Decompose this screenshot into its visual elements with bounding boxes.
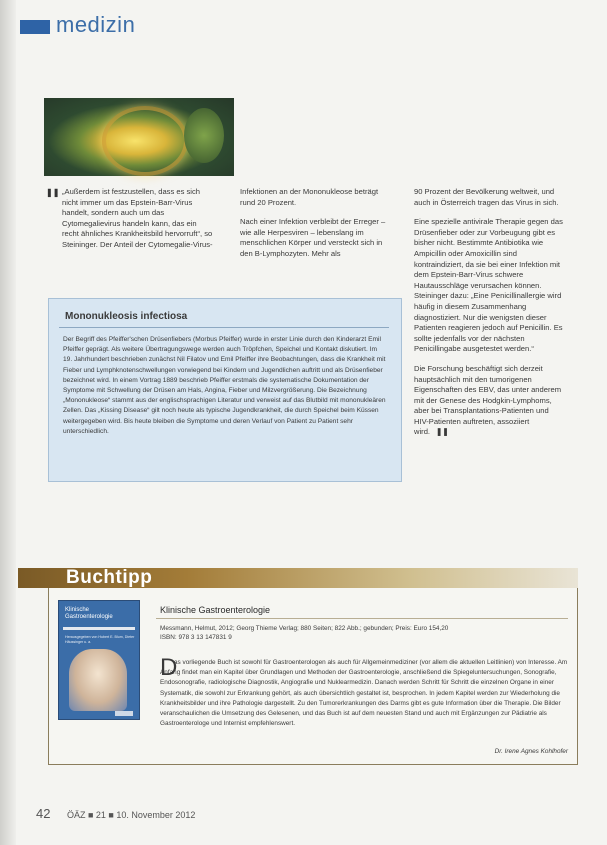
page-number: 42 xyxy=(36,806,51,821)
page-footer xyxy=(36,806,195,821)
article-end-marker: ❚❚ xyxy=(436,427,449,437)
info-box-body: Der Begriff des Pfeiffer'schen Drüsenfiebers (Morbus Pfeiffer) wurde in erster Linie durch den Kinderarzt Emil Pfeiffer geprägt. Als weitere Übertragungswege werden auch Tröpfchen, Speichel und Kontakt diskutiert. Im 19. Jahrhundert beschrieben zunächst Nil Filatov und Emil Pfeiffer ihre Beobachtungen, dass die Krankheit mit Fieber und Lymphknotenschwellungen vorwiegend bei Kindern und Jugendlichen auftritt und als Drüsenfieber bezeichnet wird. In einem Vortrag 1889 beschrieb Pfeiffer erstmals die systematische Dokumentation der Symptome mit Schwellung der Drüsen am Hals, Angina, Fieber und Milzvergrößerung. Die Bezeichnung „Mononukleose“ stammt aus der englischsprachigen Literatur und verweist auf das Blutbild mit mononukleären Zellen. Das „Kissing Disease“ gilt noch heute als typische Jugendkrankheit, die durch Speichel beim Küssen weitergegeben wird. Bis heute bleiben die Symptome und deren Verlauf von Patient zu Patient sehr unterschiedlich. xyxy=(63,336,386,435)
article-paragraph: Nach einer Infektion verbleibt der Erreger – wie alle Herpesviren – lebenslang im menschlichen Körper und versteckt sich in den B-Lymphozyten. Mehr als xyxy=(240,217,386,258)
hero-organic-shape xyxy=(184,108,224,163)
article-paragraph: „Außerdem ist festzustellen, dass es sich nicht immer um das Epstein-Barr-Virus handelt, sondern auch um das Cytomegalievirus handeln kann, das ein recht ähnliches Krankheitsbild hervorruft“, so Steininger. Der Anteil der Cytomegalie-Virus- xyxy=(62,187,213,249)
section-title: medizin xyxy=(56,12,136,37)
continuation-marker: ❚❚ xyxy=(46,188,60,197)
reviewer-signature: Dr. Irene Agnes Kohlhofer xyxy=(494,748,568,755)
book-cover-subtitle: Herausgegeben von Hubert E. Blum, Dieter Häussinger u. a. xyxy=(65,635,135,644)
info-box-title: Mononukleosis infectiosa xyxy=(65,311,188,322)
bibliography-line: Messmann, Helmut, 2012; Georg Thieme Verlag; 880 Seiten; 822 Abb.; gebunden; Preis: Euro 154,20 xyxy=(160,625,449,632)
article-paragraph xyxy=(414,364,564,438)
info-box xyxy=(48,298,402,482)
book-title-divider xyxy=(156,618,568,619)
info-box-divider xyxy=(59,327,389,328)
page-gutter-shadow xyxy=(0,0,16,845)
book-bibliography xyxy=(160,624,568,642)
review-dropcap: D xyxy=(160,654,178,681)
issue-info: ÖÄZ ■ 21 ■ 10. November 2012 xyxy=(66,810,196,820)
article-hero-image xyxy=(44,98,234,176)
book-cover-band xyxy=(63,627,135,630)
isbn-line: ISBN: 978 3 13 147831 9 xyxy=(160,634,232,641)
buchtipp-heading: Buchtipp xyxy=(66,567,153,588)
book-review-text: as vorliegende Buch ist sowohl für Gastroenterologen als auch für Allgemeinmediziner (vor allem die aktuellen Leitlinien) von Interesse. Am Anfang findet man ein Kapitel über Grundlagen und Methoden der Gastroenterologie, anschließend die Spiegeluntersuchungen, Sonografie, Endosonografie, radiologische Diagnostik, Angiografie und Nuklearmedizin. Danach werden Schritt für Schritt die einzelnen Organe in einer Systematik, die sowohl zur Erkrankung gehört, als auch übersichtlich gestaltet ist, besprochen. In jedem Kapitel werden zur Wiederholung die Krankheitsbilder und ihre Pathologie dargestellt. Zu den Tumorerkrankungen des Darms gibt es gute Information über die Therapie. Die Bilder veranschaulichen die Umsetzung des Gelesenen, und das Buch ist auf dem neuesten Stand und auch mit Ergänzungen zur Pädiatrie als Gastroenterologe und Internist empfehlenswert. xyxy=(160,659,568,728)
book-cover-title: Klinische Gastroenterologie xyxy=(65,607,113,620)
section-color-block xyxy=(20,20,50,34)
article-column-3 xyxy=(414,187,564,447)
book-cover-image xyxy=(58,600,140,720)
article-column-2 xyxy=(240,187,388,269)
article-column-1 xyxy=(62,187,214,260)
hero-glow-ring xyxy=(102,106,188,176)
publisher-logo xyxy=(115,711,133,716)
book-cover-illustration xyxy=(69,649,127,711)
article-paragraph: Infektionen an der Mononukleose beträgt rund 20 Prozent. xyxy=(240,187,379,207)
book-title: Klinische Gastroenterologie xyxy=(160,605,271,615)
article-paragraph: 90 Prozent der Bevölkerung weltweit, und auch in Österreich tragen das Virus in sich. xyxy=(414,187,559,207)
article-paragraph: Eine spezielle antivirale Therapie gegen das Drüsenfieber oder zur Vorbeugung gibt es bisher nicht. Bestimmte Antibiotika wie Ampicillin oder Amoxicillin sind kontraindiziert, da sie bei einer Infektion mit dem Epstein-Barr-Virus schwere Hautausschläge verursachen können. Steininger dazu: „Eine Penicillinallergie wird häufig in diesem Zusammenhang diagnostiziert. Nur die wenigsten dieser Patienten reagieren jedoch auf Penicillin. Es sollte jedenfalls vor der nächsten Penicillingabe ausgetestet werden.“ xyxy=(414,217,563,354)
article-paragraph-text: Die Forschung beschäftigt sich derzeit hauptsächlich mit den tumorigenen Eigenschaften des EBV, das unter anderem mit der Genese des Hodgkin-Lymphoms, aber bei Transplantations-Patienten und HIV-Patienten auftreten, assoziiert wird. xyxy=(414,363,562,437)
